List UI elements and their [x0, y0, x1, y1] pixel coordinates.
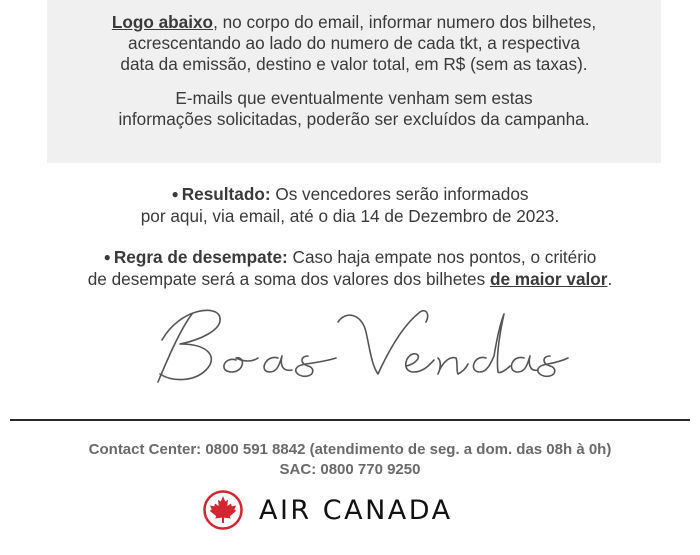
brand-name: AIR CANADA: [259, 494, 453, 526]
footer-divider: [10, 419, 690, 421]
instructions-text: , no corpo do email, informar numero dos bilhetes,: [213, 12, 597, 32]
contact-center: Contact Center: 0800 591 8842 (atendimento de seg. a dom. das 08h à 0h): [88, 441, 612, 458]
sac-contact: SAC: 0800 770 9250: [279, 461, 421, 478]
instructions-lead: Logo abaixo: [111, 12, 214, 32]
resultado-text: Os vencedores serão informados: [270, 184, 529, 204]
resultado-label: Resultado:: [181, 184, 271, 204]
contact-info: [0, 440, 700, 480]
signature-boas-vendas: [140, 300, 570, 395]
instructions-line3: data da emissão, destino e valor total, em R$ (sem as taxas).: [120, 54, 588, 74]
info-box: [47, 0, 661, 163]
warning-line1: E-mails que eventualmente venham sem estas: [175, 88, 533, 108]
air-canada-logo: [203, 490, 453, 530]
warning-line2: informações solicitadas, poderão ser excluídos da campanha.: [118, 109, 590, 129]
instructions-paragraph: [47, 0, 661, 75]
resultado-section: [0, 183, 700, 227]
desempate-text: Caso haja empate nos pontos, o critério: [287, 247, 597, 267]
desempate-line2: de desempate será a soma dos valores dos bilhetes: [87, 269, 490, 289]
bullet-icon: ●: [103, 250, 111, 264]
desempate-end: .: [607, 269, 613, 289]
desempate-emphasis: de maior valor: [489, 269, 608, 289]
maple-leaf-icon: [203, 490, 243, 530]
bullet-icon: ●: [171, 187, 179, 201]
resultado-line2: por aqui, via email, até o dia 14 de Dezembro de 2023.: [140, 206, 560, 226]
warning-paragraph: [47, 88, 661, 130]
desempate-section: [0, 246, 700, 290]
instructions-line2: acrescentando ao lado do numero de cada tkt, a respectiva: [128, 33, 580, 53]
desempate-label: Regra de desempate:: [113, 247, 288, 267]
